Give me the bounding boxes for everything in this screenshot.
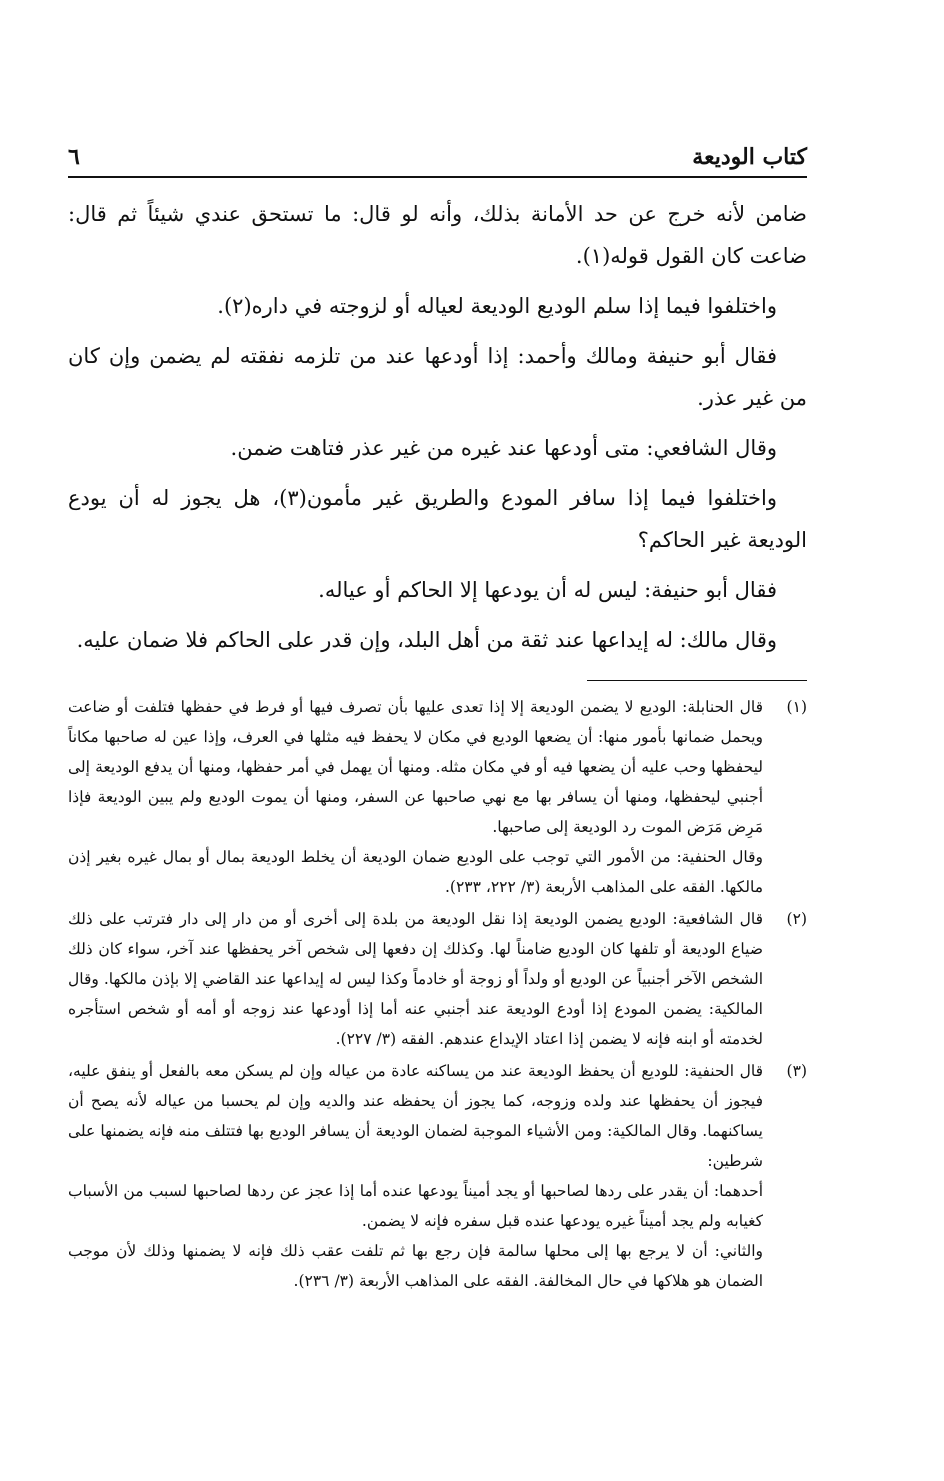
- footnote-number: (١): [786, 698, 807, 716]
- footnotes: [68, 692, 807, 1298]
- paragraph: فقال أبو حنيفة ومالك وأحمد: إذا أودعها عند من تلزمه نفقته لم يضمن وإن كان من غير عذر.: [68, 344, 807, 410]
- footnote-paragraph: قال الشافعية: الوديع يضمن الوديعة إذا نقل الوديعة من بلدة إلى أخرى أو من دار إلى دار فترتب على ذلك ضياع الوديعة أو تلفها كان الوديع ضامناً لها. وكذلك إن دفعها إلى شخص آخر يحفظها عند آخر، سواء كان ذلك الشخص الآخر أجنبياً عن الوديع أو ولداً أو زوجة أو خادماً وكذا ليس له إيداعها عند القاضي إلا بإذن مالكها. وقال المالكية: يضمن المودع إذا أودع الوديعة عند أجنبي عنه أما إذا أودعها عند زوجه أو أمه أو شخص استأجره لخدمته أو ابنه فإنه لا يضمن إذا اعتاد الإيداع عندهم. الفقه (٣/ ٢٢٧).: [68, 910, 763, 1048]
- paragraph: واختلفوا فيما إذا سلم الوديع الوديعة لعياله أو لزوجته في داره(٢).: [217, 294, 777, 318]
- footnote: [68, 692, 807, 902]
- footnote: [68, 1056, 807, 1296]
- footnote-separator: [587, 680, 807, 681]
- footnote-paragraph: قال الحنفية: للوديع أن يحفظ الوديعة عند من يساكنه عادة من عياله وإن لم يسكن معه بالفعل أو ينفق عليه، فيجوز أن يحفظها عند ولده وزوجه، كما يجوز أن يحفظه عند والديه وإن لم يحسبا من عياله لأنه يصح أن يساكنهما. وقال المالكية: ومن الأشياء الموجبة لضمان الوديعة أن يسافر الوديع بها فتتلف منه فإنه يضمنها على شرطين:: [68, 1062, 763, 1170]
- main-text: [68, 193, 807, 669]
- paragraph: واختلفوا فيما إذا سافر المودع والطريق غير مأمون(٣)، هل يجوز له أن يودع الوديعة غير الحاكم؟: [68, 486, 807, 552]
- footnote-paragraph: والثاني: أن لا يرجع بها إلى محلها سالمة فإن رجع بها ثم تلفت عقب ذلك فإنه لا يضمنها وذلك لأن موجب الضمان هو هلاكها في حال المخالفة. الفقه على المذاهب الأربعة (٣/ ٢٣٦).: [68, 1242, 763, 1290]
- footnote-number: (٢): [786, 910, 807, 928]
- page-number: ٦: [68, 144, 80, 170]
- running-header: [68, 144, 807, 178]
- footnote: [68, 904, 807, 1054]
- footnote-body: [68, 1056, 763, 1296]
- chapter-title: كتاب الوديعة: [692, 144, 807, 170]
- footnote-body: [68, 692, 763, 902]
- footnote-paragraph: قال الحنابلة: الوديع لا يضمن الوديعة إلا إذا تعدى عليها بأن تصرف فيها أو فرط في حفظها فتلفت أو ضاعت ويحمل ضمانها بأمور منها: أن يضعها الوديع في مكان لا يحفظ فيه مثلها في العرف، وإذا عين له صاحبها مكاناً ليحفظها وحب عليه أن يضعها فيه أو في مكان مثله. ومنها أن يهمل في أمر حفظها، ومنها أن يدفع الوديعة إلى أجنبي ليحفظها، ومنها أن يسافر بها مع نهي صاحبها عن السفر، ومنها أن يموت الوديع ولم يبين الوديعة فإذا مَرِض مَرَض الموت رد الوديعة إلى صاحبها.: [68, 698, 763, 836]
- footnote-paragraph: أحدهما: أن يقدر على ردها لصاحبها أو يجد أميناً يودعها عنده أما إذا عجز عن ردها لصاحبها لسبب من الأسباب كغيابه ولم يجد أميناً غيره يودعها عنده قبل سفره فإنه لا يضمن.: [68, 1182, 763, 1230]
- paragraph: وقال الشافعي: متى أودعها عند غيره من غير عذر فتاهت ضمن.: [230, 436, 777, 460]
- paragraph: ضامن لأنه خرج عن حد الأمانة بذلك، وأنه لو قال: ما تستحق عندي شيئاً ثم قال: ضاعت كان القول قوله(١).: [68, 202, 807, 268]
- footnote-number: (٣): [786, 1062, 807, 1080]
- footnote-paragraph: وقال الحنفية: من الأمور التي توجب على الوديع ضمان الوديعة أن يخلط الوديعة بمال أو بمال غيره بغير إذن مالكها. الفقه على المذاهب الأربعة (٣/ ٢٢٢، ٢٣٣).: [68, 848, 763, 896]
- paragraph: وقال مالك: له إيداعها عند ثقة من أهل البلد، وإن قدر على الحاكم فلا ضمان عليه.: [76, 628, 777, 652]
- paragraph: فقال أبو حنيفة: ليس له أن يودعها إلا الحاكم أو عياله.: [318, 578, 777, 602]
- footnote-body: [68, 904, 763, 1054]
